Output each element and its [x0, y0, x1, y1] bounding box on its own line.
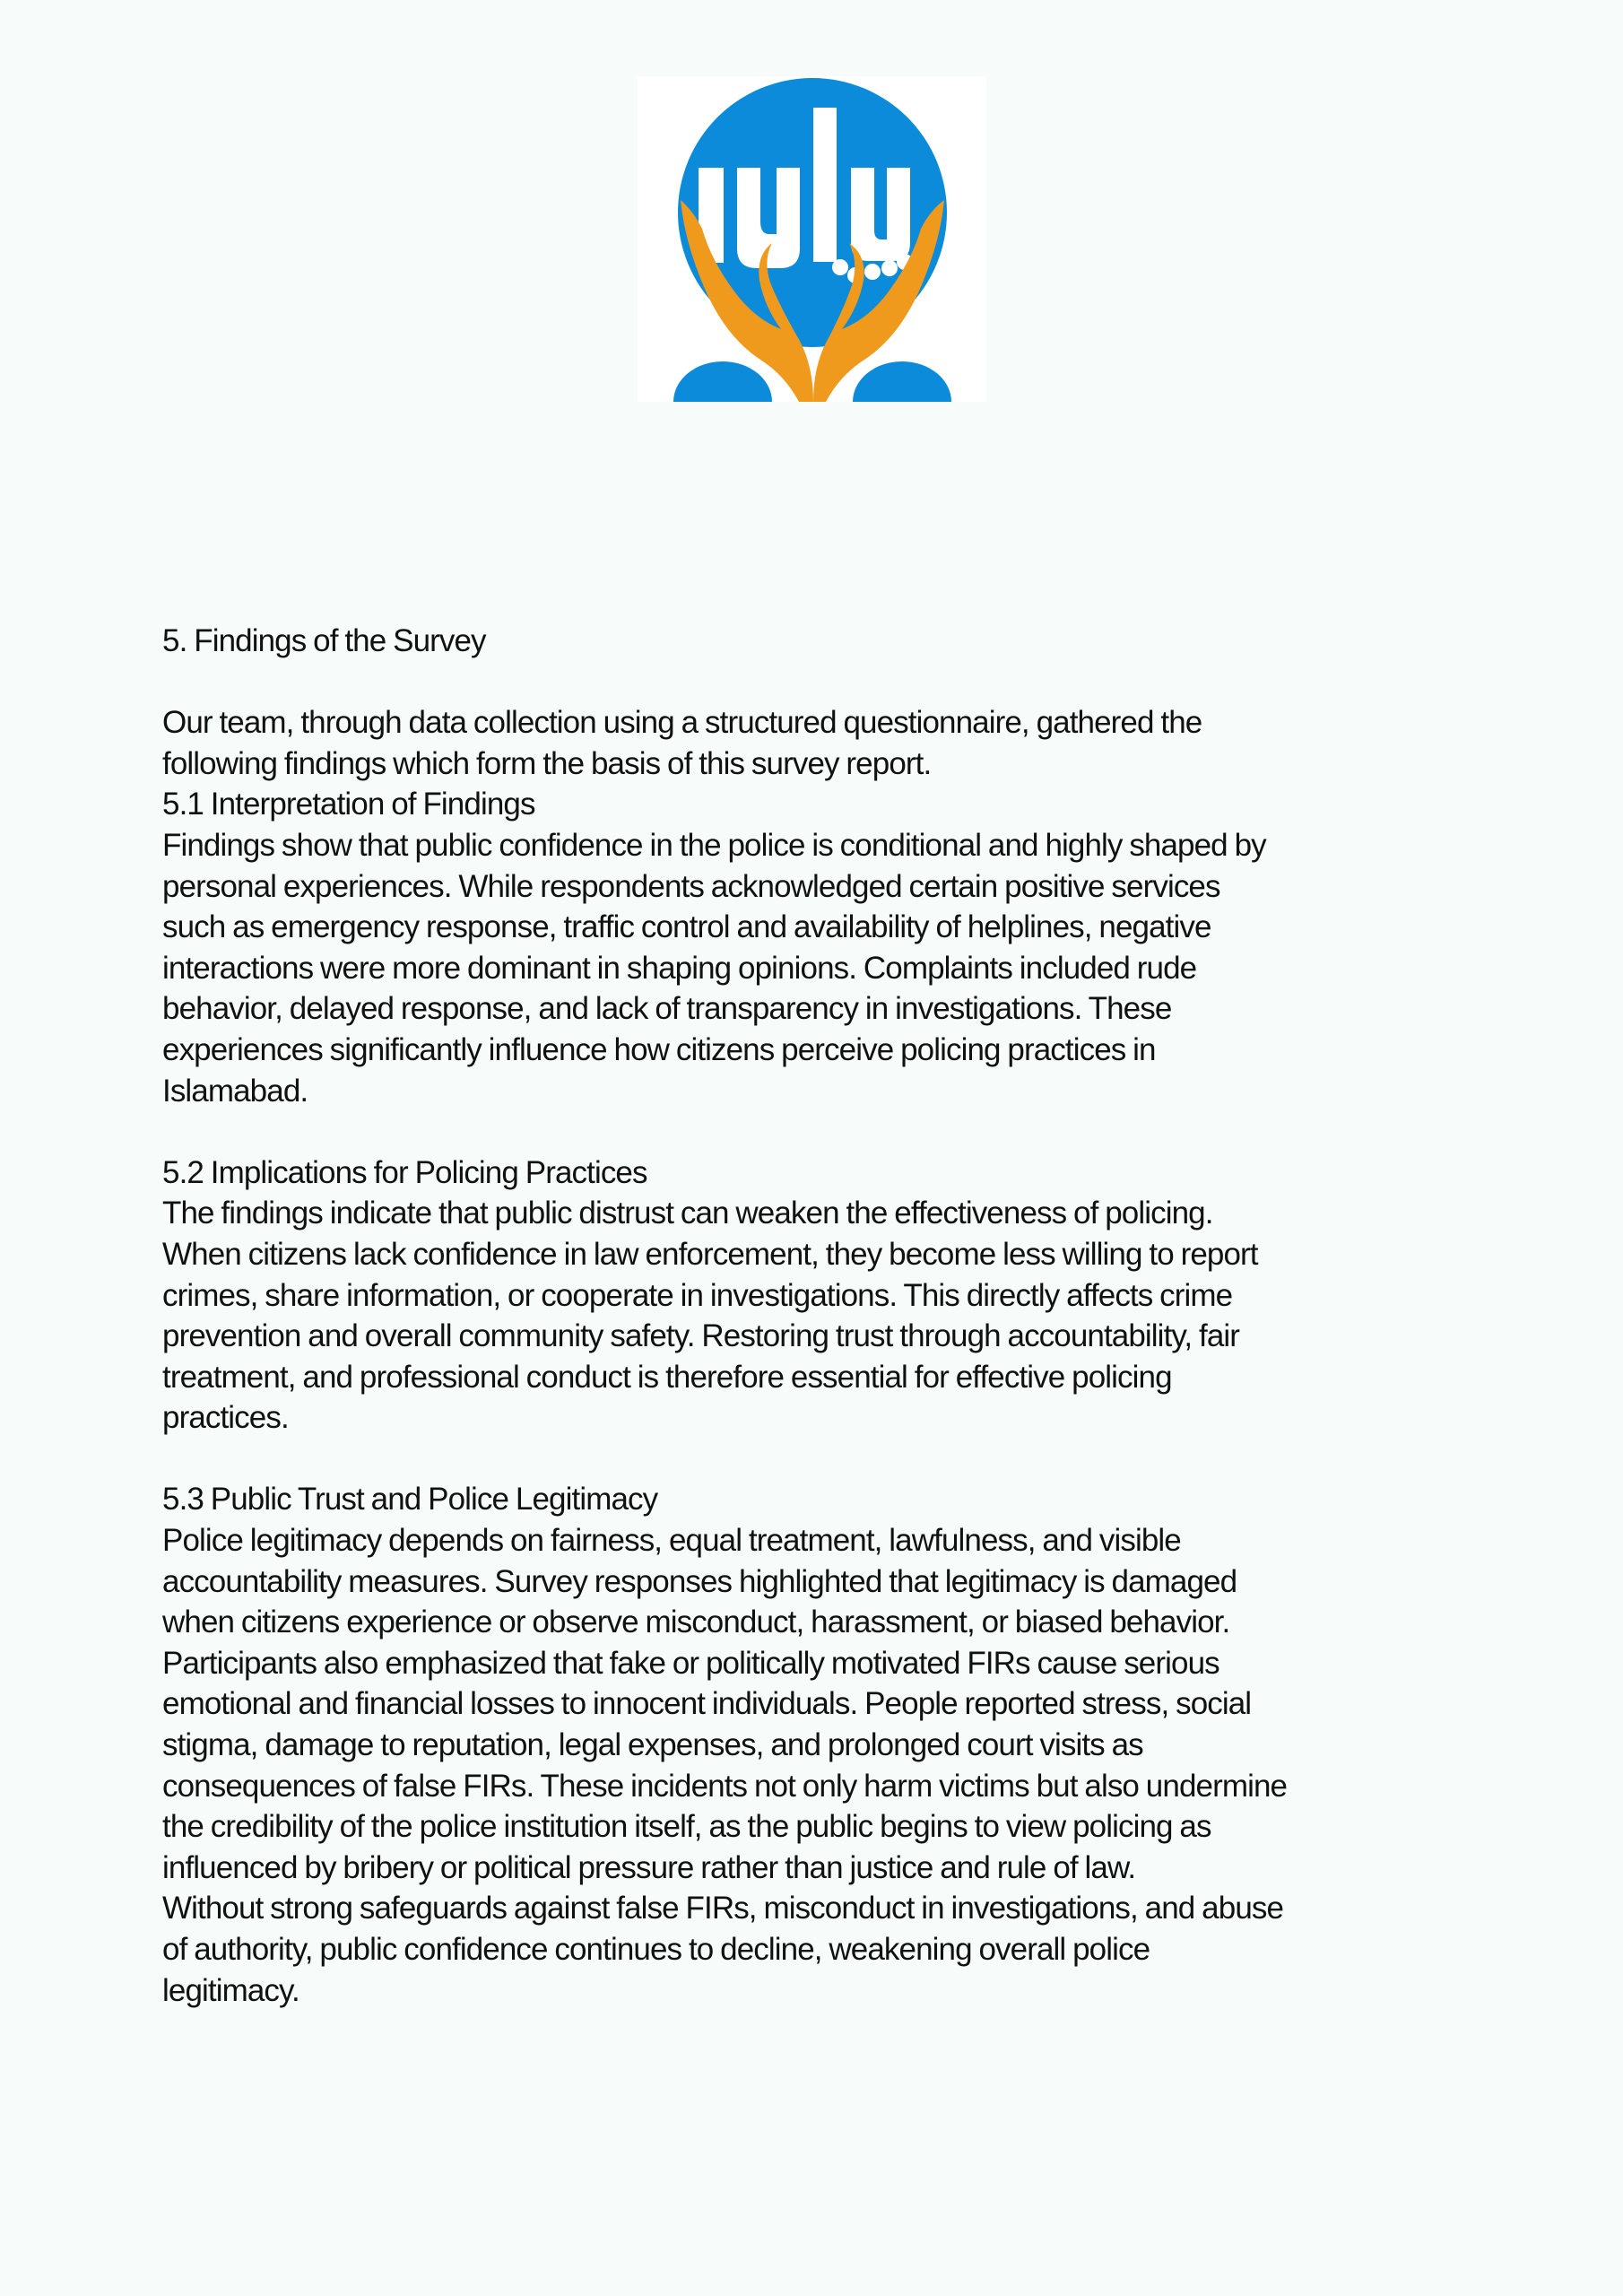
paragraph-line: Participants also emphasized that fake or politically motivated FIRs cause serious — [162, 1645, 1219, 1681]
section-heading-5-3: 5.3 Public Trust and Police Legitimacy — [162, 1482, 658, 1518]
paragraph-line: treatment, and professional conduct is therefore essential for effective policing — [162, 1359, 1172, 1395]
paragraph-line: personal experiences. While respondents acknowledged certain positive services — [162, 868, 1220, 904]
paragraph-line: stigma, damage to reputation, legal expenses, and prolonged court visits as — [162, 1727, 1143, 1763]
paragraph-line: practices. — [162, 1400, 289, 1436]
logo-graphic — [638, 76, 986, 402]
paragraph-line: When citizens lack confidence in law enforcement, they become less willing to report — [162, 1236, 1258, 1272]
paragraph-line: experiences significantly influence how citizens perceive policing practices in — [162, 1031, 1156, 1067]
intro-line: Our team, through data collection using a structured questionnaire, gathered the — [162, 705, 1202, 741]
paragraph-line: influenced by bribery or political pressure rather than justice and rule of law. — [162, 1849, 1136, 1885]
intro-line: following findings which form the basis of this survey report. — [162, 745, 932, 781]
paragraph-line: behavior, delayed response, and lack of transparency in investigations. These — [162, 991, 1172, 1027]
logo-base-right — [853, 361, 951, 402]
paragraph-line: legitimacy. — [162, 1972, 299, 2008]
paragraph-line: interactions were more dominant in shaping opinions. Complaints included rude — [162, 950, 1197, 986]
paragraph-line: prevention and overall community safety. Restoring trust through accountability, fair — [162, 1318, 1240, 1354]
section-heading-5-1: 5.1 Interpretation of Findings — [162, 787, 535, 822]
organization-logo — [638, 76, 986, 402]
logo-base-left — [673, 361, 772, 402]
paragraph-line: consequences of false FIRs. These incidents not only harm victims but also undermine — [162, 1768, 1288, 1804]
section-heading-5-2: 5.2 Implications for Policing Practices — [162, 1154, 647, 1190]
paragraph-line: Without strong safeguards against false FIRs, misconduct in investigations, and abuse — [162, 1891, 1284, 1926]
spacer — [162, 1439, 1471, 1480]
paragraph-line: the credibility of the police institution itself, as the public begins to view policing as — [162, 1809, 1211, 1845]
paragraph-line: The findings indicate that public distrust can weaken the effectiveness of policing. — [162, 1196, 1213, 1231]
document-title: 5. Findings of the Survey — [162, 623, 486, 658]
paragraph-line: Findings show that public confidence in the police is conditional and highly shaped by — [162, 827, 1266, 863]
paragraph-line: of authority, public confidence continues to decline, weakening overall police — [162, 1932, 1150, 1967]
paragraph-line: crimes, share information, or cooperate in investigations. This directly affects crime — [162, 1277, 1233, 1313]
spacer — [162, 1111, 1471, 1152]
paragraph-line: emotional and financial losses to innocent individuals. People reported stress, social — [162, 1686, 1252, 1722]
paragraph-line: accountability measures. Survey responses highlighted that legitimacy is damaged — [162, 1563, 1237, 1599]
paragraph-line: such as emergency response, traffic control and availability of helplines, negative — [162, 909, 1211, 945]
document-body — [162, 621, 1471, 2011]
spacer — [162, 662, 1471, 703]
paragraph-line: Police legitimacy depends on fairness, equal treatment, lawfulness, and visible — [162, 1523, 1181, 1559]
paragraph-line: when citizens experience or observe misconduct, harassment, or biased behavior. — [162, 1605, 1230, 1640]
paragraph-line: Islamabad. — [162, 1073, 308, 1109]
